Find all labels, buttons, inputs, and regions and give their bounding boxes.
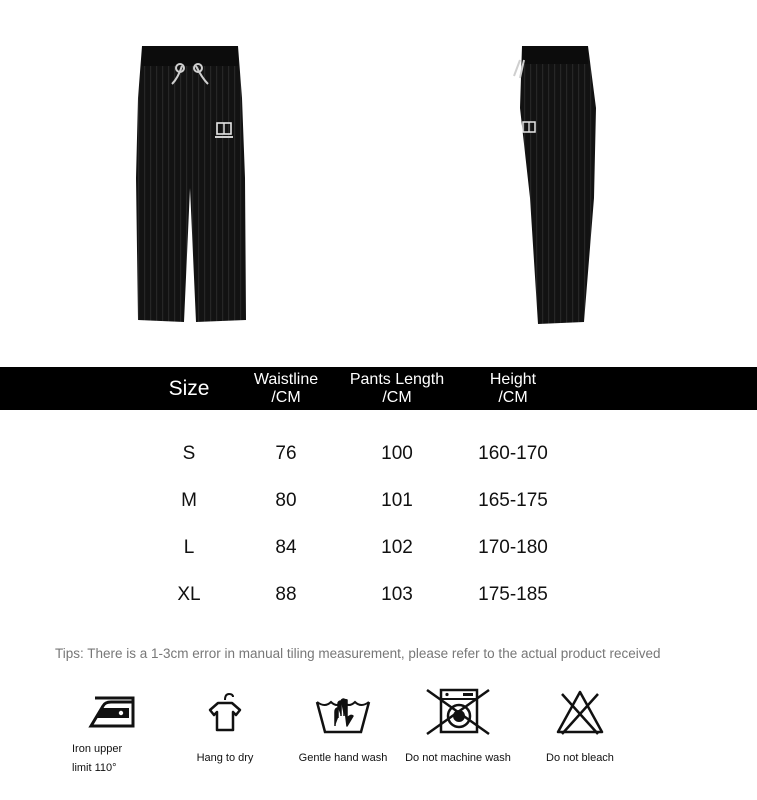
hang-dry-label: Hang to dry [196, 752, 254, 764]
table-row [0, 533, 757, 563]
size-cell: L [183, 537, 195, 558]
header-height-label: Height [489, 370, 537, 388]
table-row [0, 580, 757, 610]
measurement-tips: Tips: There is a 1-3cm error in manual tiling measurement, please refer to the actual product received [55, 646, 661, 661]
pants-side-photo [500, 38, 610, 328]
length-cell: 101 [381, 490, 413, 511]
header-waistline-unit: /CM [271, 388, 301, 406]
height-cell: 160-170 [478, 443, 548, 464]
iron-icon [81, 688, 143, 736]
header-pants-length [346, 367, 448, 410]
pants-front-photo [120, 38, 260, 328]
length-cell: 100 [381, 443, 413, 464]
header-length-label: Pants Length [349, 370, 445, 388]
care-hand-wash [292, 688, 394, 768]
care-iron [72, 688, 152, 778]
waist-cell: 76 [275, 443, 297, 464]
iron-label-line1: Iron upper [72, 743, 123, 755]
header-length-unit: /CM [382, 388, 412, 406]
header-height [458, 367, 568, 410]
table-row [0, 486, 757, 516]
height-cell: 165-175 [478, 490, 548, 511]
waist-cell: 80 [275, 490, 297, 511]
care-no-machine-wash [398, 688, 518, 768]
header-size: Size [168, 376, 210, 400]
no-bleach-icon [554, 688, 606, 736]
waist-cell: 84 [275, 537, 297, 558]
hand-wash-label: Gentle hand wash [298, 752, 388, 764]
waist-cell: 88 [275, 584, 297, 605]
care-hang-dry [180, 688, 270, 768]
size-cell: XL [177, 584, 201, 605]
height-cell: 175-185 [478, 584, 548, 605]
length-cell: 102 [381, 537, 413, 558]
height-cell: 170-180 [478, 537, 548, 558]
hand-wash-icon [313, 688, 373, 736]
header-waistline-label: Waistline [253, 370, 319, 388]
length-cell: 103 [381, 584, 413, 605]
no-machine-wash-icon [423, 688, 493, 736]
no-bleach-label: Do not bleach [546, 752, 614, 764]
size-cell: S [182, 443, 196, 464]
size-cell: M [181, 490, 197, 511]
care-no-bleach [532, 688, 628, 768]
no-machine-wash-label: Do not machine wash [405, 752, 511, 764]
iron-label-line2: limit 110° [72, 762, 117, 774]
size-table-header [0, 367, 757, 410]
hang-dry-icon [202, 688, 248, 736]
header-waistline [236, 367, 336, 410]
header-height-unit: /CM [498, 388, 528, 406]
table-row [0, 439, 757, 469]
